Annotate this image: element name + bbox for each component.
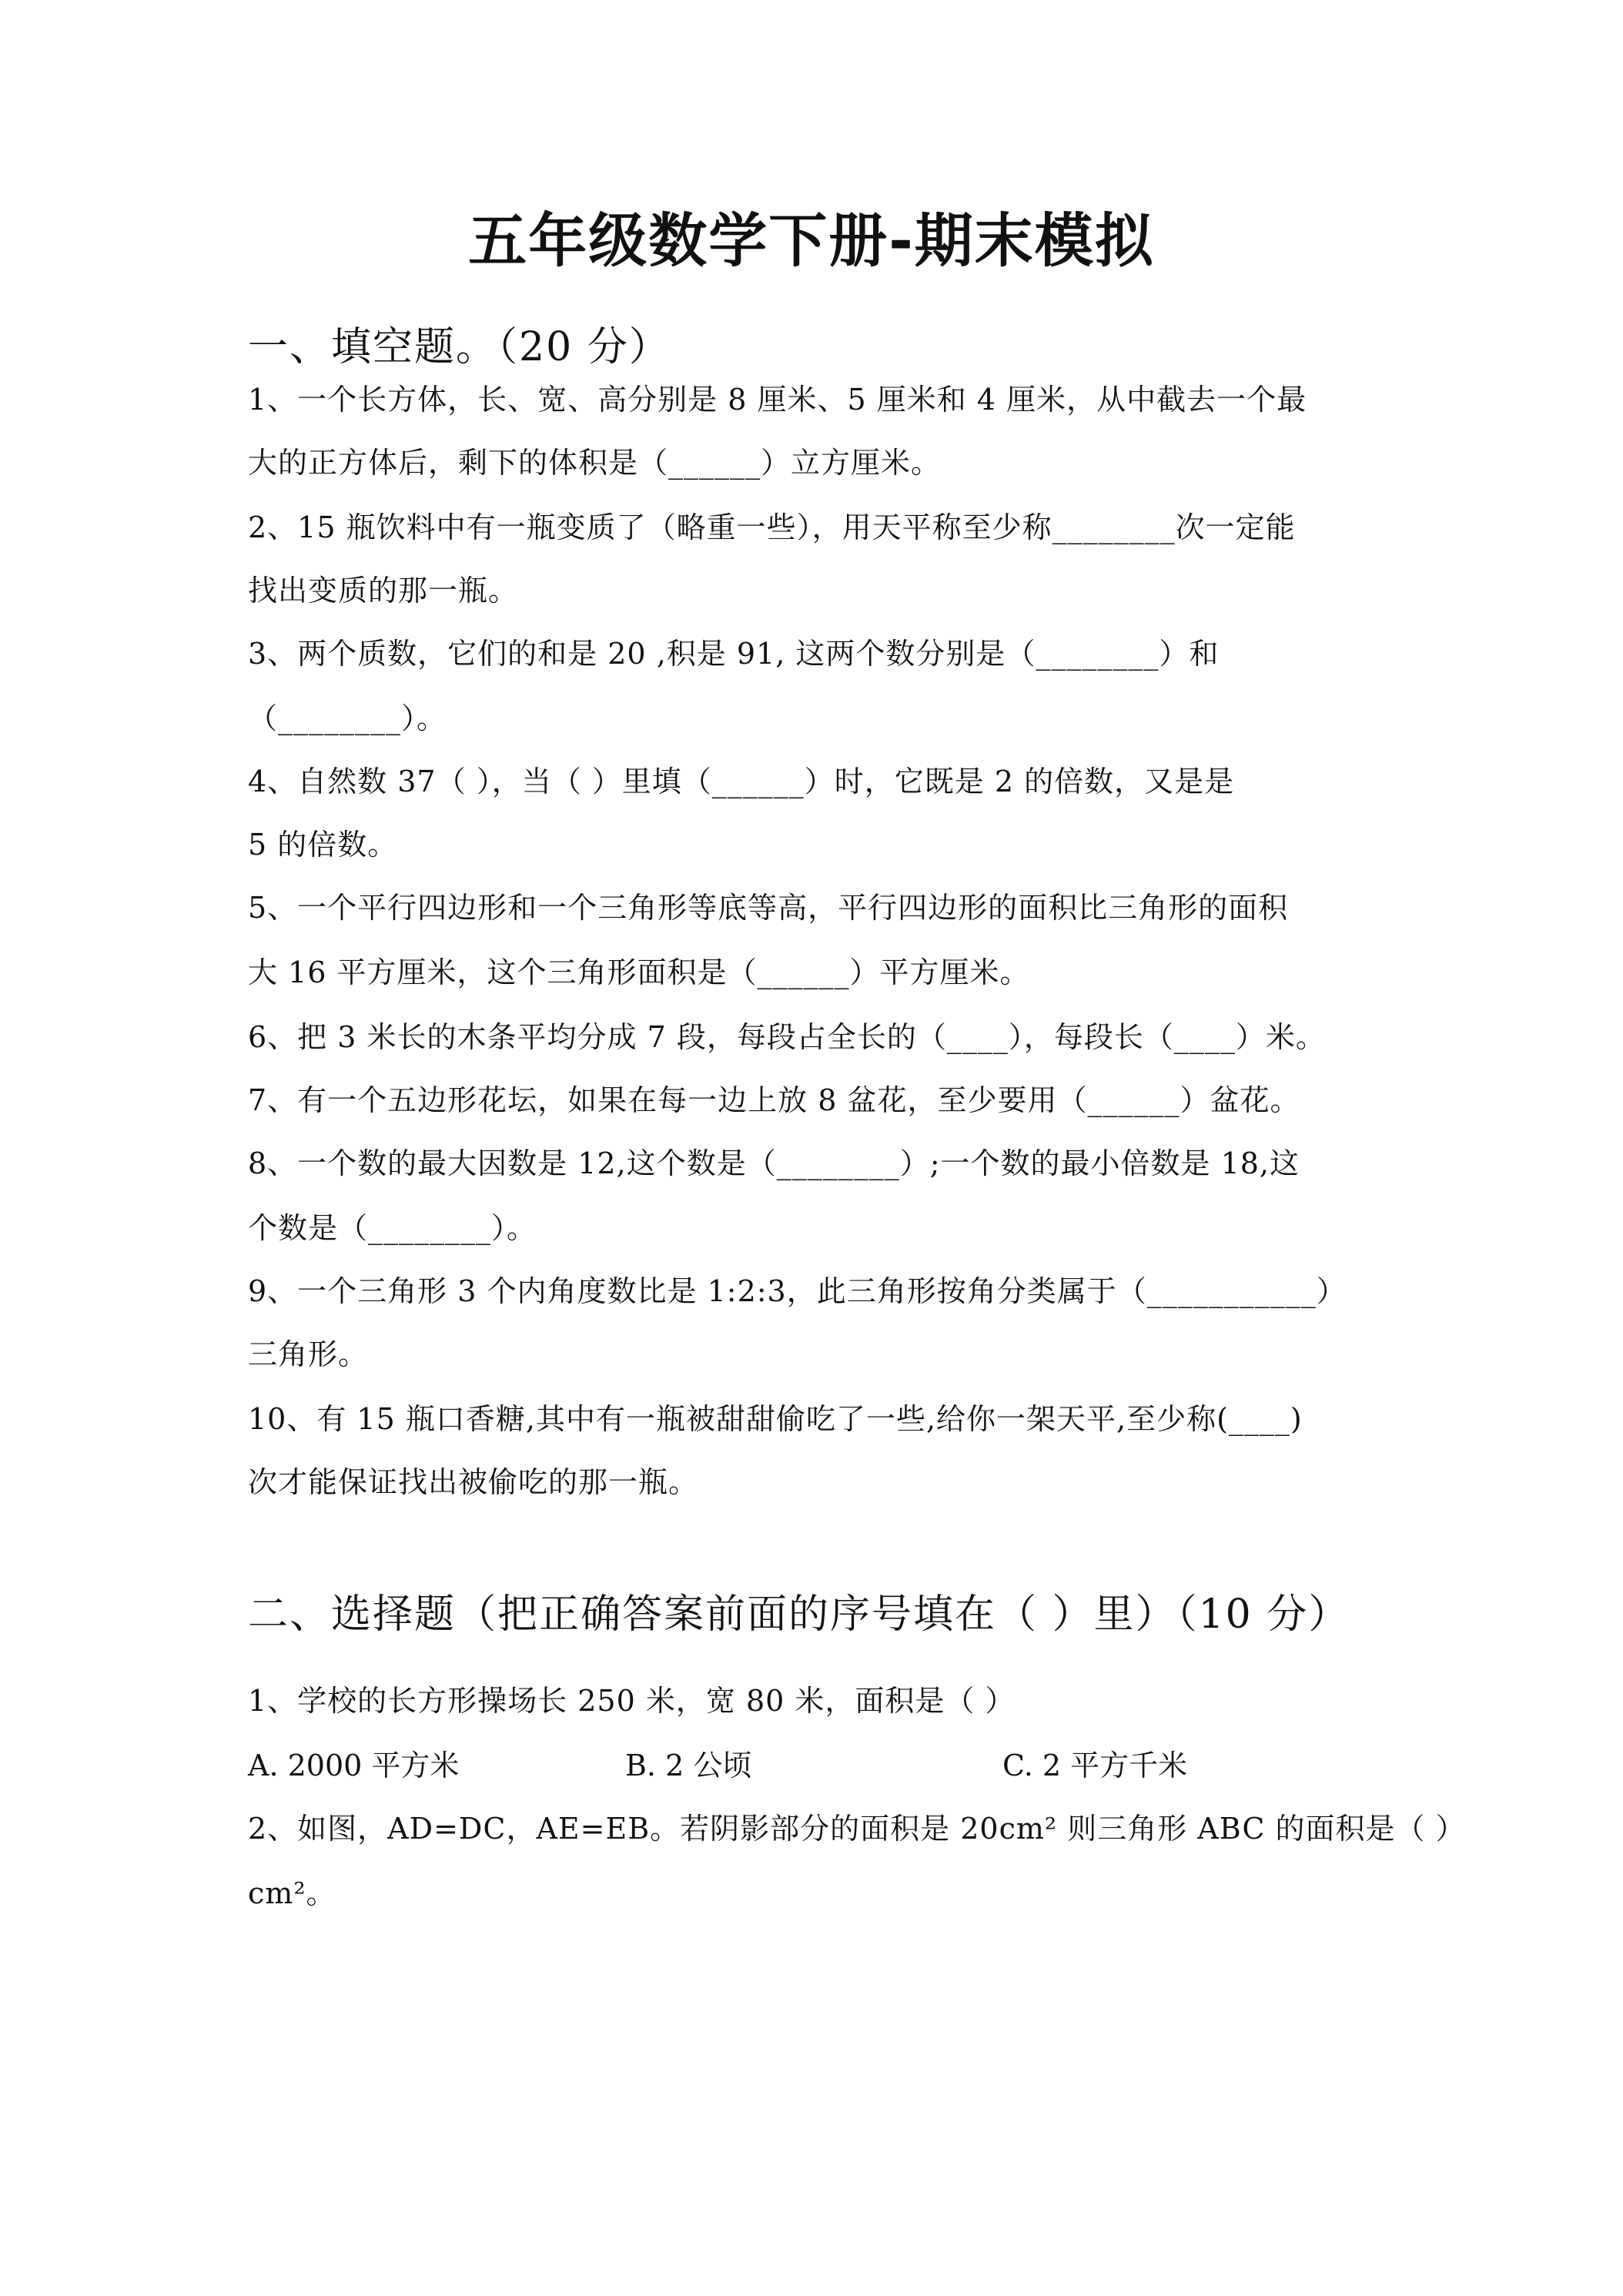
q4-line2: 5 的倍数。 [248, 828, 398, 862]
choice-q1-option-b: B. 2 公顷 [625, 1749, 752, 1782]
choice-q2-line1: 2、如图，AD=DC，AE=EB。若阴影部分的面积是 20cm² 则三角形 ABC 的面积是（ ） [248, 1812, 1466, 1846]
q2-line1: 2、15 瓶饮料中有一瓶变质了（略重一些），用天平称至少称________次一定能 [248, 510, 1296, 544]
q4-line1: 4、自然数 37（ ），当（ ）里填（______）时，它既是 2 的倍数，又是是 [248, 765, 1235, 798]
q3-line1: 3、两个质数，它们的和是 20 ,积是 91, 这两个数分别是（________）和 [248, 637, 1220, 671]
q2-line2: 找出变质的那一瓶。 [248, 574, 519, 607]
q5-line1: 5、一个平行四边形和一个三角形等底等高，平行四边形的面积比三角形的面积 [248, 891, 1289, 925]
choice-q1: 1、学校的长方形操场长 250 米，宽 80 米，面积是（ ） [248, 1684, 1016, 1718]
q6-line: 6、把 3 米长的木条平均分成 7 段，每段占全长的（____），每段长（____）米。 [248, 1020, 1326, 1054]
q1-line1: 1、一个长方体，长、宽、高分别是 8 厘米、5 厘米和 4 厘米，从中截去一个最 [248, 383, 1307, 417]
q10-line2: 次才能保证找出被偷吃的那一瓶。 [248, 1465, 699, 1499]
q10-line1: 10、有 15 瓶口香糖,其中有一瓶被甜甜偷吃了一些,给你一架天平,至少称(____) [248, 1402, 1303, 1436]
page-title: 五年级数学下册-期末模拟 [468, 206, 1155, 275]
q7-line: 7、有一个五边形花坛，如果在每一边上放 8 盆花，至少要用（______）盆花。 [248, 1083, 1300, 1117]
q9-line2: 三角形。 [248, 1337, 369, 1371]
q8-line1: 8、一个数的最大因数是 12,这个数是（________）;一个数的最小倍数是 18,这 [248, 1146, 1300, 1180]
choice-q1-option-a: A. 2000 平方米 [248, 1749, 460, 1782]
q8-line2: 个数是（________）。 [248, 1211, 537, 1245]
q1-line2: 大的正方体后，剩下的体积是（______）立方厘米。 [248, 446, 942, 480]
q3-line2: （________）。 [248, 701, 447, 735]
q5-line2: 大 16 平方厘米，这个三角形面积是（______）平方厘米。 [248, 956, 1030, 989]
section2-heading: 二、选择题（把正确答案前面的序号填在（ ）里）（10 分） [248, 1591, 1350, 1638]
choice-q2-line2: cm²。 [248, 1876, 336, 1910]
choice-q1-option-c: C. 2 平方千米 [1002, 1749, 1188, 1782]
q9-line1: 9、一个三角形 3 个内角度数比是 1:2:3，此三角形按角分类属于（___________） [248, 1274, 1347, 1308]
section1-heading: 一、填空题。（20 分） [248, 324, 671, 370]
